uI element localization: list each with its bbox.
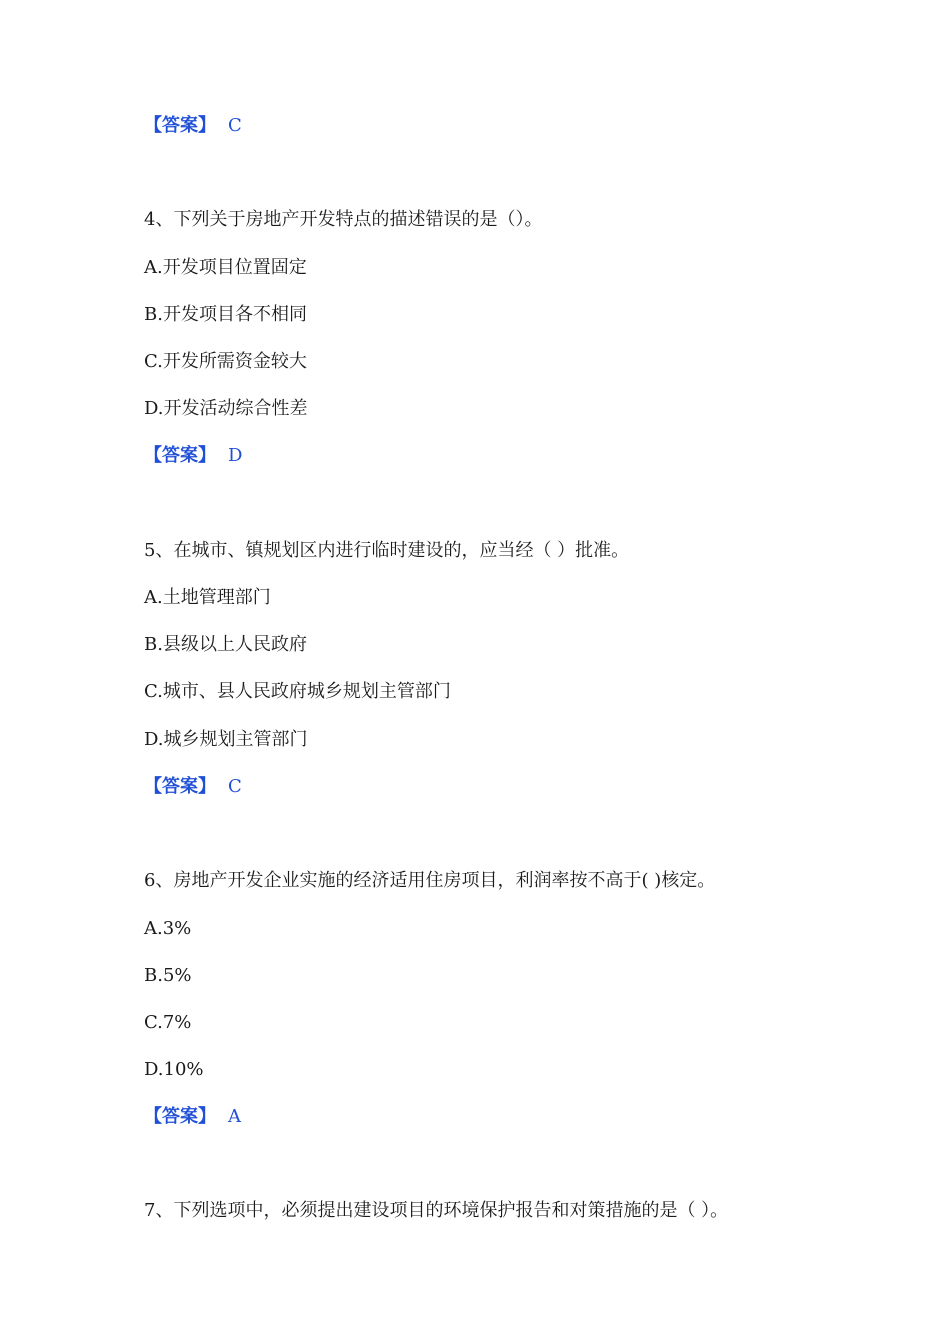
answer-line [144, 1105, 241, 1129]
option-b: B.开发项目各不相同 [144, 304, 307, 325]
answer-value: C [228, 115, 242, 136]
answer-value: A [228, 1106, 241, 1127]
answer-line [144, 444, 242, 468]
answer-line [144, 775, 242, 799]
answer-label: 【答案】 [144, 776, 216, 797]
answer-value: D [228, 445, 243, 466]
option-b: B.5% [144, 965, 192, 986]
answer-line [144, 114, 242, 138]
option-d: D.10% [144, 1059, 204, 1080]
option-c: C.城市、县人民政府城乡规划主管部门 [144, 681, 451, 702]
question-text: 7、下列选项中，必须提出建设项目的环境保护报告和对策措施的是（ ）。 [144, 1200, 729, 1221]
option-d: D.城乡规划主管部门 [144, 729, 308, 750]
answer-label: 【答案】 [144, 445, 216, 466]
question-text: 6、房地产开发企业实施的经济适用住房项目，利润率按不高于( )核定。 [144, 870, 716, 891]
option-c: C.7% [144, 1012, 192, 1033]
answer-value: C [228, 776, 242, 797]
option-a: A.3% [144, 918, 192, 939]
answer-label: 【答案】 [144, 1106, 216, 1127]
answer-label: 【答案】 [144, 115, 216, 136]
question-text: 4、下列关于房地产开发特点的描述错误的是（）。 [144, 209, 543, 230]
question-text: 5、在城市、镇规划区内进行临时建设的，应当经（ ）批准。 [144, 540, 630, 561]
option-a: A.开发项目位置固定 [144, 257, 307, 278]
option-d: D.开发活动综合性差 [144, 398, 308, 419]
option-c: C.开发所需资金较大 [144, 351, 307, 372]
option-b: B.县级以上人民政府 [144, 634, 307, 655]
option-a: A.土地管理部门 [144, 587, 271, 608]
